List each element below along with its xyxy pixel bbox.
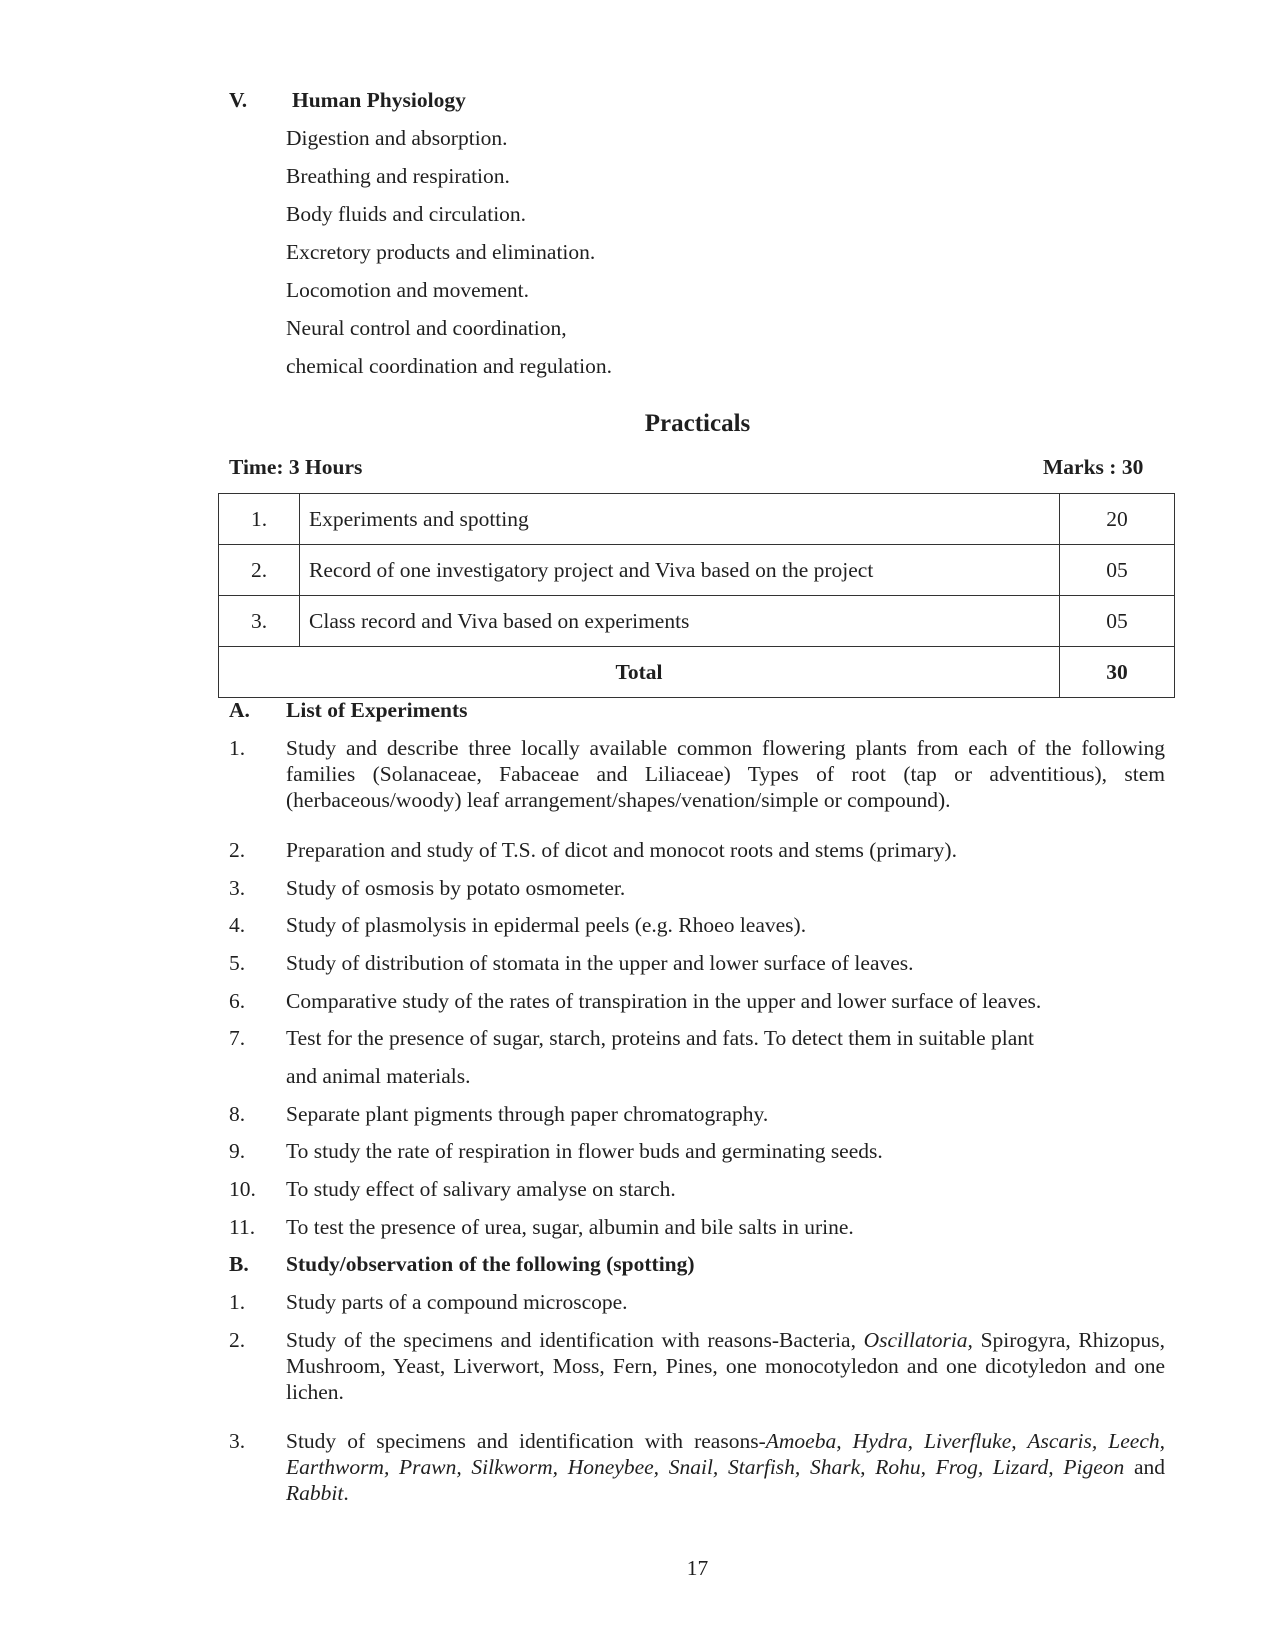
- section-title: Human Physiology: [292, 88, 466, 112]
- list-item-text: To test the presence of urea, sugar, albumin and bile salts in urine.: [286, 1215, 854, 1239]
- table-row: [219, 545, 1175, 596]
- list-item-number: 1.: [229, 736, 246, 760]
- topic-item: Excretory products and elimination.: [286, 240, 596, 264]
- row-number: 1.: [219, 494, 300, 545]
- list-item-number: 7.: [229, 1026, 246, 1050]
- text-run: Study of specimens and identification with reasons-: [286, 1429, 766, 1453]
- list-item-number: 6.: [229, 989, 246, 1013]
- practicals-title: Practicals: [644, 410, 751, 437]
- text-run: .: [343, 1481, 349, 1505]
- list-a-title: List of Experiments: [286, 698, 468, 722]
- list-item-number: 8.: [229, 1102, 246, 1126]
- list-item-number: 2.: [229, 1328, 246, 1352]
- list-item-number: 10.: [229, 1177, 256, 1201]
- list-a-letter: A.: [229, 698, 250, 722]
- section-number: V.: [229, 88, 248, 112]
- list-item-text: Comparative study of the rates of transpiration in the upper and lower surface of leaves.: [286, 989, 1042, 1013]
- row-number: 2.: [219, 545, 300, 596]
- list-item-text: Study of plasmolysis in epidermal peels (e.g. Rhoeo leaves).: [286, 913, 807, 937]
- row-marks: 05: [1060, 545, 1175, 596]
- list-item-text: To study effect of salivary amalyse on starch.: [286, 1177, 676, 1201]
- list-item-number: 9.: [229, 1139, 246, 1163]
- topic-item: Breathing and respiration.: [286, 164, 510, 188]
- list-item-number: 11.: [229, 1215, 256, 1239]
- italic-text-run: Oscillatoria,: [863, 1328, 973, 1352]
- topic-item: Body fluids and circulation.: [286, 202, 527, 226]
- list-item-number: 2.: [229, 838, 246, 862]
- row-description: Class record and Viva based on experiments: [300, 596, 1060, 647]
- list-item-number: 5.: [229, 951, 246, 975]
- list-item-text: Test for the presence of sugar, starch, proteins and fats. To detect them in suitable plant: [286, 1026, 1034, 1050]
- total-value: 30: [1060, 647, 1175, 698]
- list-item-text: Separate plant pigments through paper chromatography.: [286, 1102, 769, 1126]
- list-item-number: 1.: [229, 1290, 246, 1314]
- list-item-text: [286, 1327, 1165, 1405]
- page-number: 17: [686, 1556, 709, 1580]
- topic-item: Digestion and absorption.: [286, 126, 508, 150]
- list-item-number: 3.: [229, 876, 246, 900]
- list-item-text: Study of distribution of stomata in the upper and lower surface of leaves.: [286, 951, 914, 975]
- list-item-text-continued: and animal materials.: [286, 1064, 471, 1088]
- row-marks: 20: [1060, 494, 1175, 545]
- list-b-letter: B.: [229, 1252, 249, 1276]
- table-row: [219, 494, 1175, 545]
- list-item-text: Study and describe three locally available common flowering plants from each of the following families (Solanaceae, Fabaceae and Liliaceae) Types of root (tap or adventitious), stem (herbaceous/woody) leaf arrangement/shapes/venation/simple or compound).: [286, 736, 1165, 812]
- text-run: Spirogyra, Rhizopus, Mushroom, Yeast, Liverwort, Moss, Fern, Pines, one monocotyledon and one dicotyledon and one lichen.: [286, 1328, 1165, 1404]
- list-item-text: Preparation and study of T.S. of dicot and monocot roots and stems (primary).: [286, 838, 957, 862]
- row-description: Record of one investigatory project and Viva based on the project: [300, 545, 1060, 596]
- total-row: [219, 647, 1175, 698]
- table-row: [219, 596, 1175, 647]
- row-description: Experiments and spotting: [300, 494, 1060, 545]
- topic-item: chemical coordination and regulation.: [286, 354, 612, 378]
- list-item-text: Study parts of a compound microscope.: [286, 1290, 628, 1314]
- row-marks: 05: [1060, 596, 1175, 647]
- list-item-text: [286, 1428, 1165, 1506]
- time-label: Time: 3 Hours: [229, 455, 363, 479]
- row-number: 3.: [219, 596, 300, 647]
- text-run: and: [1124, 1455, 1165, 1479]
- italic-text-run: Rabbit: [286, 1481, 344, 1505]
- list-item-number: 4.: [229, 913, 246, 937]
- text-run: Study of the specimens and identification with reasons-Bacteria,: [286, 1328, 864, 1352]
- marks-table: [218, 493, 1175, 698]
- topic-item: Neural control and coordination,: [286, 316, 567, 340]
- topic-item: Locomotion and movement.: [286, 278, 530, 302]
- list-item-text: Study of osmosis by potato osmometer.: [286, 876, 626, 900]
- total-label: Total: [219, 647, 1060, 698]
- list-b-title: Study/observation of the following (spotting): [286, 1252, 695, 1276]
- italic-text-run: Amoeba, Hydra, Liverfluke, Ascaris, Leech, Earthworm, Prawn, Silkworm, Honeybee, Snail, Starfish, Shark, Rohu, Frog, Lizard, Pigeon: [286, 1429, 1165, 1479]
- marks-label: Marks : 30: [1043, 455, 1144, 479]
- list-item-text: To study the rate of respiration in flower buds and germinating seeds.: [286, 1139, 883, 1163]
- list-item-number: 3.: [229, 1429, 246, 1453]
